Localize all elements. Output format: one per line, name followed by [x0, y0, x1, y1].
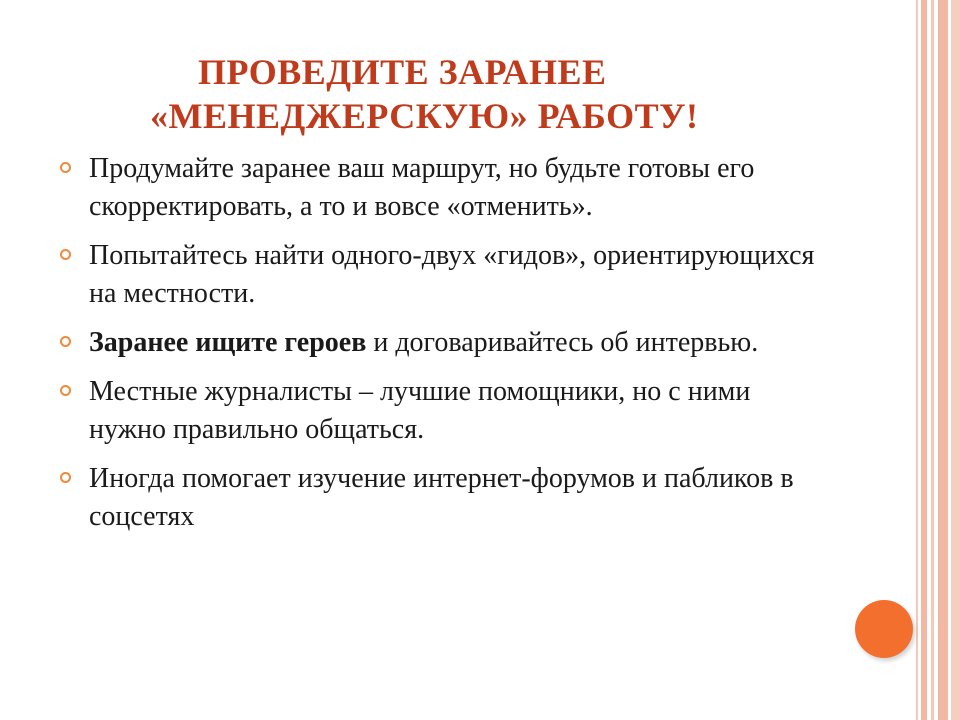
bullet-item	[60, 373, 830, 449]
bullet-text: Продумайте заранее ваш маршрут, но будьте готовы его скорректировать, а то и вовсе «отменить».	[89, 153, 755, 222]
slide-title-line-1: ПРОВЕДИТЕ ЗАРАНЕЕ	[198, 52, 607, 92]
ring-bullet-icon	[60, 249, 71, 260]
bullet-item	[60, 150, 830, 226]
ring-bullet-icon	[60, 336, 71, 347]
bullet-text: Попытайтесь найти одного-двух «гидов», ориентирующихся на местности.	[89, 240, 815, 309]
ring-bullet-icon	[60, 385, 71, 396]
decorative-stripe	[931, 0, 934, 720]
decorative-stripe	[951, 0, 960, 720]
bullet-text: Местные журналисты – лучшие помощники, но с ними нужно правильно общаться.	[89, 376, 751, 445]
ring-bullet-icon	[60, 162, 71, 173]
bullet-item	[60, 237, 830, 313]
decorative-stripe	[921, 0, 927, 720]
orange-circle-decoration	[855, 600, 913, 658]
slide-title-line-2: «МЕНЕДЖЕРСКУЮ» РАБОТУ!	[150, 96, 699, 136]
bullet-text: и договаривайтесь об интервью.	[366, 327, 759, 358]
decorative-stripe	[938, 0, 948, 720]
decorative-stripe	[916, 0, 918, 720]
bullet-item	[60, 460, 830, 536]
bullet-item	[60, 324, 830, 362]
slide-title	[150, 50, 890, 138]
bullet-bold-text: Заранее ищите героев	[89, 327, 367, 358]
bullet-text: Иногда помогает изучение интернет-форумов и пабликов в соцсетях	[89, 463, 794, 532]
bullet-list	[60, 150, 830, 547]
ring-bullet-icon	[60, 472, 71, 483]
